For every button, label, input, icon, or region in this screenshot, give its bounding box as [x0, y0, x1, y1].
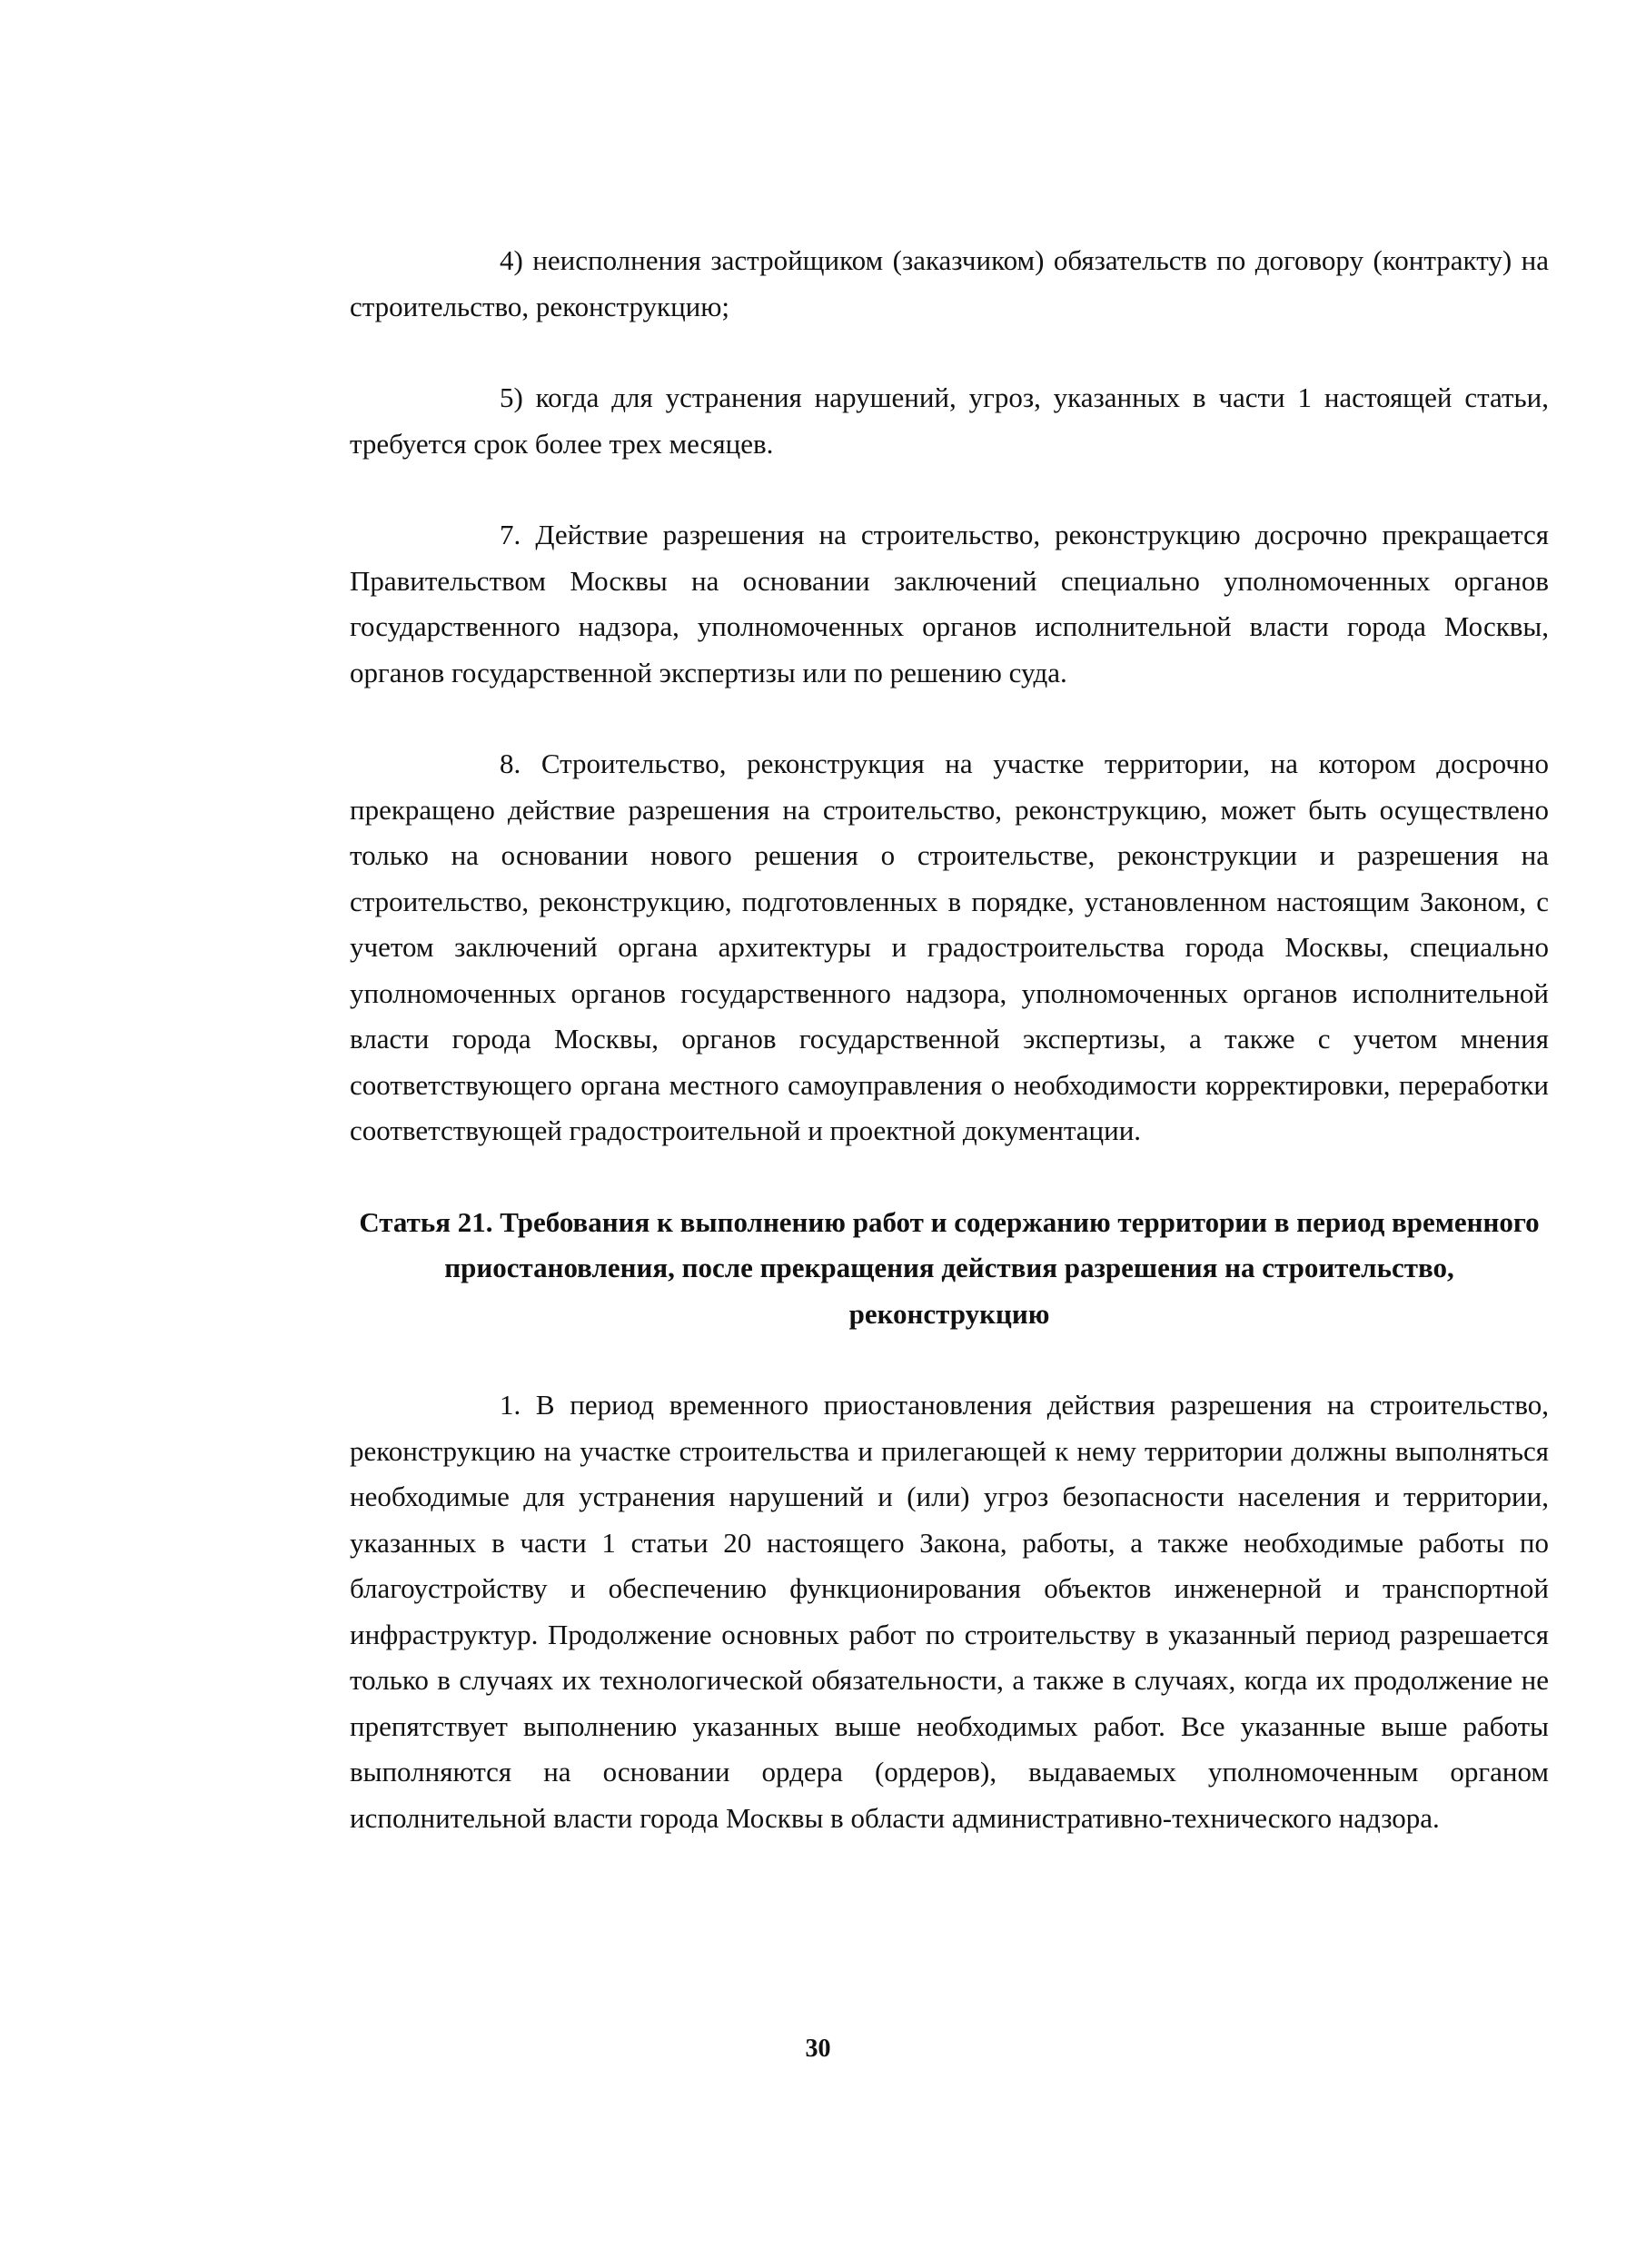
paragraph-item-5: [350, 375, 1549, 467]
paragraph-text: 8. Строительство, реконструкция на участке территории, на котором досрочно прекращено действие разрешения на строительство, реконструкцию, может быть осуществлено только на основании нового решения о строительстве, реконструкции и разрешения на строительство, реконструкцию, подготовленных в порядке, установленном настоящим Законом, с учетом заключений органа архитектуры и градостроительства города Москвы, специально уполномоченных органов государственного надзора, уполномоченных органов исполнительной власти города Москвы, органов государственной экспертизы, а также с учетом мнения соответствующего органа местного самоуправления о необходимости корректировки, переработки соответствующей градостроительной и проектной документации.: [350, 748, 1549, 1146]
paragraph-article21-item-1: [350, 1382, 1549, 1841]
paragraph-text: 1. В период временного приостановления действия разрешения на строительство, реконструкцию на участке строительства и прилегающей к нему территории должны выполняться необходимые для устранения нарушений и (или) угроз безопасности населения и территории, указанных в части 1 статьи 20 настоящего Закона, работы, а также необходимые работы по благоустройству и обеспечению функционирования объектов инженерной и транспортной инфраструктур. Продолжение основных работ по строительству в указанный период разрешается только в случаях их технологической обязательности, а также в случаях, когда их продолжение не препятствует выполнению указанных выше необходимых работ. Все указанные выше работы выполняются на основании ордера (ордеров), выдаваемых уполномоченным органом исполнительной власти города Москвы в области административно-технического надзора.: [350, 1389, 1549, 1834]
paragraph-text: 5) когда для устранения нарушений, угроз, указанных в части 1 настоящей статьи, требуется срок более трех месяцев.: [350, 381, 1549, 460]
paragraph-text: 7. Действие разрешения на строительство, реконструкцию досрочно прекращается Правительством Москвы на основании заключений специально уполномоченных органов государственного надзора, уполномоченных органов исполнительной власти города Москвы, органов государственной экспертизы или по решению суда.: [350, 519, 1549, 688]
paragraph-item-4: [350, 238, 1549, 330]
paragraph-item-7: [350, 512, 1549, 696]
article-heading: Статья 21. Требования к выполнению работ и содержанию территории в период временного приостановления, после прекращения действия разрешения на строительство, реконструкцию: [359, 1205, 1540, 1330]
paragraph-text: 4) неисполнения застройщиком (заказчиком) обязательств по договору (контракту) на строительство, реконструкцию;: [350, 244, 1549, 322]
paragraph-item-8: [350, 741, 1549, 1154]
page-number: 30: [805, 2035, 831, 2063]
page-content: [350, 238, 1549, 1841]
